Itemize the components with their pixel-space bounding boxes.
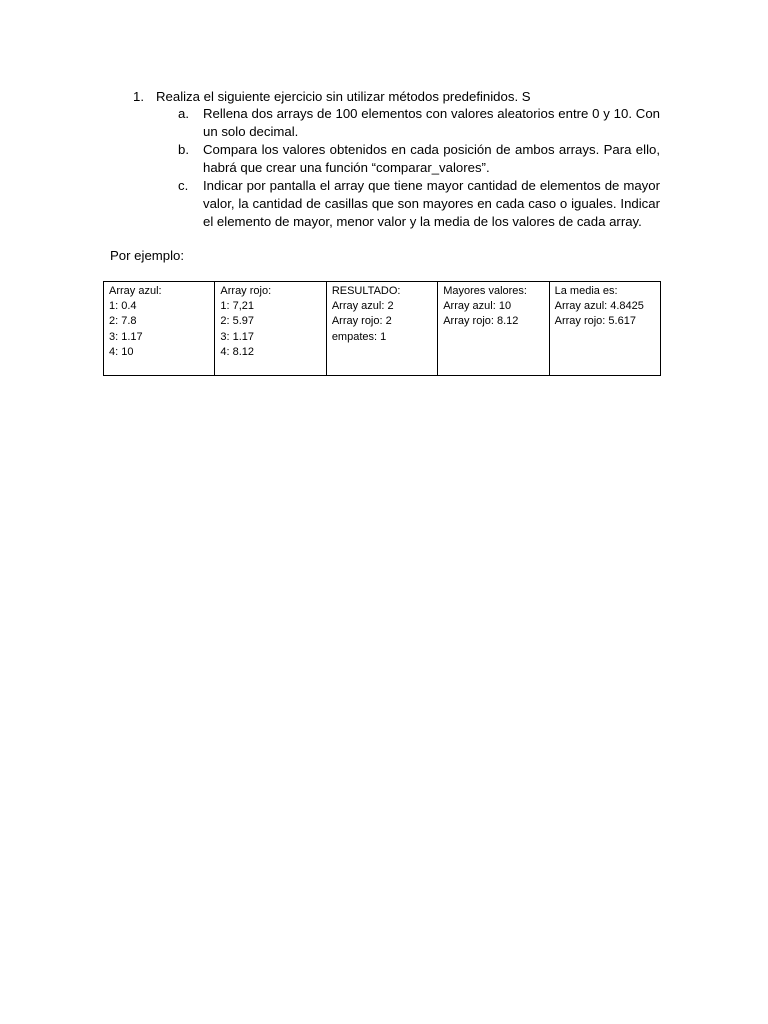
sub-item-c <box>178 177 660 231</box>
cell-line: 3: 1.17 <box>220 330 255 343</box>
cell-line: 2: 5.97 <box>220 315 255 328</box>
cell-line: empates: 1 <box>331 330 387 343</box>
sub-item-b <box>178 141 660 177</box>
table-cell-resultado <box>327 282 438 375</box>
table-cell-media <box>550 282 660 375</box>
cell-line: La media es: <box>554 285 618 297</box>
cell-line: Array azul: 4.8425 <box>554 300 644 313</box>
cell-line: 2: 7.8 <box>109 315 137 328</box>
cell-line: 1: 7,21 <box>220 300 255 313</box>
cell-line: Array azul: <box>109 285 162 297</box>
sub-item-text: Rellena dos arrays de 100 elementos con valores aleatorios entre 0 y 10. Con un solo decimal. <box>203 106 660 139</box>
example-table <box>103 281 661 376</box>
cell-line: Array rojo: <box>220 285 272 297</box>
example-label: Por ejemplo: <box>110 248 185 263</box>
cell-line: Array azul: 2 <box>331 300 394 313</box>
cell-line: 4: 8.12 <box>220 345 255 358</box>
cell-line: 1: 0.4 <box>109 300 137 313</box>
cell-line: RESULTADO: <box>331 285 401 297</box>
cell-line: 4: 10 <box>109 345 134 358</box>
table-cell-mayores-valores <box>438 282 549 375</box>
cell-line: Array rojo: 2 <box>331 315 392 328</box>
cell-line: 3: 1.17 <box>109 330 143 343</box>
list-item-number: 1. <box>133 89 144 104</box>
sub-item-letter: c. <box>178 178 189 193</box>
exercise-sub-list <box>178 105 660 231</box>
exercise-statement: Realiza el siguiente ejercicio sin utilizar métodos predefinidos. S <box>156 89 531 104</box>
cell-line: Array rojo: 5.617 <box>554 315 636 328</box>
sub-item-text: Indicar por pantalla el array que tiene mayor cantidad de elementos de mayor valor, la cantidad de casillas que son mayores en cada caso o iguales. Indicar el elemento de mayor, menor valor y la media de los valores de cada array. <box>203 178 660 229</box>
cell-line: Array rojo: 8.12 <box>443 315 519 328</box>
cell-line: Mayores valores: <box>443 285 527 297</box>
sub-item-text: Compara los valores obtenidos en cada posición de ambos arrays. Para ello, habrá que crear una función “comparar_valores”. <box>203 142 660 175</box>
sub-item-letter: a. <box>178 106 189 121</box>
cell-line: Array azul: 10 <box>443 300 512 313</box>
table-cell-array-rojo <box>215 282 326 375</box>
sub-item-a <box>178 105 660 141</box>
table-cell-array-azul <box>104 282 215 375</box>
sub-item-letter: b. <box>178 142 189 157</box>
